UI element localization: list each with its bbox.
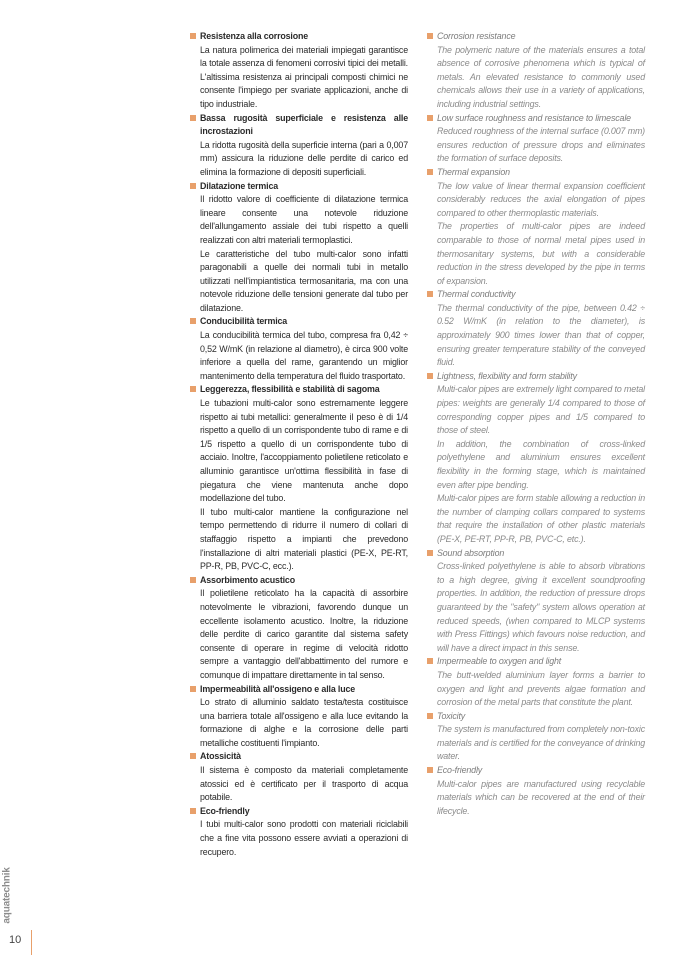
section-1 xyxy=(190,112,408,180)
square-bullet-icon xyxy=(427,115,433,121)
section-2 xyxy=(190,180,408,316)
section-title: Leggerezza, flessibilità e stabilità di sagoma xyxy=(190,383,408,397)
section-paragraph: I tubi multi-calor sono prodotti con materiali riciclabili che a fine vita possono essere avviati a operazioni di recupero. xyxy=(200,819,408,857)
square-bullet-icon xyxy=(427,713,433,719)
section-0 xyxy=(190,30,408,112)
square-bullet-icon xyxy=(427,291,433,297)
page-number: 10 xyxy=(9,934,22,946)
square-bullet-icon xyxy=(190,33,196,39)
square-bullet-icon xyxy=(427,33,433,39)
section-8 xyxy=(427,764,645,818)
section-title: Resistenza alla corrosione xyxy=(190,30,408,44)
section-5 xyxy=(190,574,408,683)
section-paragraph: Il tubo multi-calor mantiene la configurazione nel tempo permettendo di ridurre il numero di collari di staffaggio rispetto a impianti che prevedono l'installazione di altri materiali plastici (PE-X, PE-RT, PP-R, PB, PVC-C, ecc.). xyxy=(200,506,408,572)
section-title: Toxicity xyxy=(427,710,645,724)
square-bullet-icon xyxy=(190,753,196,759)
section-2 xyxy=(427,166,645,288)
english-column xyxy=(427,30,645,818)
section-paragraph: Multi-calor pipes are manufactured using recyclable materials which can be recovered at the end of their lifecycle. xyxy=(437,778,645,816)
section-4 xyxy=(427,370,645,547)
square-bullet-icon xyxy=(190,115,196,121)
section-title: Impermeabilità all'ossigeno e alla luce xyxy=(190,683,408,697)
section-paragraph: Il ridotto valore di coefficiente di dilatazione termica lineare consente una notevole riduzione dell'allungamento assiale dei tubi rispetto a quelli realizzati con altri materiali termoplastici. xyxy=(200,194,408,245)
section-title: Impermeable to oxygen and light xyxy=(427,655,645,669)
section-6 xyxy=(427,655,645,709)
section-title: Bassa rugosità superficiale e resistenza alle incrostazioni xyxy=(190,112,408,139)
square-bullet-icon xyxy=(427,767,433,773)
section-title: Conducibilità termica xyxy=(190,315,408,329)
section-1 xyxy=(427,112,645,166)
square-bullet-icon xyxy=(427,658,433,664)
section-8 xyxy=(190,805,408,859)
section-6 xyxy=(190,683,408,751)
section-title: Low surface roughness and resistance to limescale xyxy=(427,112,645,126)
section-title: Atossicità xyxy=(190,750,408,764)
section-title: Thermal conductivity xyxy=(427,288,645,302)
section-paragraph: Le tubazioni multi-calor sono estremamente leggere rispetto ai tubi metallici: generalmente il peso è di 1/4 rispetto a quello di un corrispondente tubo di rame e di 1/5 rispetto a quello di un corrispondente tubo di acciaio. Inoltre, l'accoppiamento polietilene reticolato e alluminio garantisce un'ottima flessibilità in fase di piegatura che viene mantenuta anche dopo modellazione del tubo. xyxy=(200,398,408,504)
section-paragraph: Le caratteristiche del tubo multi-calor sono infatti paragonabili a quelle dei normali tubi in metallo utilizzati nell'impiantistica termosanitaria, ma con una notevole riduzione delle tensioni generate dal tubo per dilatazione. xyxy=(200,248,408,313)
section-paragraph: The properties of multi-calor pipes are indeed comparable to those of normal metal pipes used in thermosanitary systems, but with a considerable reduction in the stress developed by the pipe in terms of expansion. xyxy=(437,221,645,286)
section-paragraph: Il sistema è composto da materiali completamente atossici ed è certificato per il trasporto di acqua potabile. xyxy=(200,765,408,803)
section-paragraph: The polymeric nature of the materials ensures a total absence of corrosive phenomena which is typical of metals. An elevated resistance to commonly used chemicals allows their use in a variety of applications, including industrial settings. xyxy=(437,44,645,109)
section-title: Assorbimento acustico xyxy=(190,574,408,588)
section-title: Lightness, flexibility and form stability xyxy=(427,370,645,384)
section-paragraph: Multi-calor pipes are extremely light compared to metal pipes: weights are generally 1/4 compared to those of corresponding copper pipes and 1/5 compared to those of steel. xyxy=(437,384,645,436)
section-paragraph: La conducibilità termica del tubo, compresa fra 0,42 ÷ 0,52 W/mK (in relazione al diametro), è circa 900 volte inferiore a quella del rame, garantendo un miglior mantenimento della temperatura del fluido trasportato. xyxy=(200,330,408,381)
section-paragraph: The low value of linear thermal expansion coefficient considerably reduces the axial elongation of pipes compared to other thermoplastic materials. xyxy=(437,180,645,218)
section-5 xyxy=(427,547,645,656)
section-7 xyxy=(190,750,408,804)
section-paragraph: The thermal conductivity of the pipe, between 0.42 ÷ 0.52 W/mK (in relation to the diameter), is approximately 900 times lower than that of copper, ensuring greater temperature stability of the conveyed fluid. xyxy=(437,302,645,368)
square-bullet-icon xyxy=(190,318,196,324)
square-bullet-icon xyxy=(190,183,196,189)
section-paragraph: Il polietilene reticolato ha la capacità di assorbire notevolmente le vibrazioni, favorendo dunque un eccellente isolamento acustico. Inoltre, la riduzione delle perdite di carico garantite dal sistema safety consente di operare in regime di velocità ridotto sempre a vantaggio dell'abbattimento del rumore e comunque di impattare direttamente in tal senso. xyxy=(200,588,408,680)
section-paragraph: The butt-welded aluminium layer forms a barrier to oxygen and light and prevents algae formation and corrosion of the metal parts that constitute the plant. xyxy=(437,669,645,708)
section-paragraph: La ridotta rugosità della superficie interna (pari a 0,007 mm) assicura la riduzione delle perdite di carico ed elimina la formazione di depositi superficiali. xyxy=(200,139,408,177)
square-bullet-icon xyxy=(190,386,196,392)
section-paragraph: Reduced roughness of the internal surface (0.007 mm) ensures reduction of pressure drops and eliminates the formation of surface deposits. xyxy=(437,126,645,164)
section-title: Sound absorption xyxy=(427,547,645,561)
brand-logo: aquatechnik xyxy=(1,867,13,924)
section-title: Corrosion resistance xyxy=(427,30,645,44)
square-bullet-icon xyxy=(427,550,433,556)
section-0 xyxy=(427,30,645,112)
section-7 xyxy=(427,710,645,764)
section-paragraph: The system is manufactured from completely non-toxic materials and is certified for the conveyance of drinking water. xyxy=(437,724,646,762)
square-bullet-icon xyxy=(427,169,433,175)
section-title: Thermal expansion xyxy=(427,166,645,180)
section-title: Eco-friendly xyxy=(190,805,408,819)
section-paragraph: Multi-calor pipes are form stable allowing a reduction in the number of clamping collars compared to systems that require the installation of other plastic materials (PE-X, PE-RT, PP-R, PB, PVC-C, etc.). xyxy=(437,493,646,544)
section-4 xyxy=(190,383,408,573)
square-bullet-icon xyxy=(190,577,196,583)
section-3 xyxy=(427,288,645,370)
square-bullet-icon xyxy=(190,686,196,692)
page-number-rule xyxy=(31,930,32,955)
section-paragraph: Lo strato di alluminio saldato testa/testa costituisce una barriera totale all'ossigeno e alla luce evitando la formazione di alghe e la corrosione delle parti metalliche costituenti l'impianto. xyxy=(200,697,408,748)
section-paragraph: La natura polimerica dei materiali impiegati garantisce la totale assenza di fenomeni corrosivi tipici dei metalli. L'altissima resistenza ai principali composti chimici ne consente l'impiego per svariate applicazioni, anche di tipo industriale. xyxy=(200,44,408,109)
section-paragraph: In addition, the combination of cross-linked polyethylene and aluminium ensures excellent flexibility in the forming stage, which is maintained even after pipe bending. xyxy=(437,438,645,490)
section-title: Dilatazione termica xyxy=(190,180,408,194)
section-3 xyxy=(190,315,408,383)
square-bullet-icon xyxy=(190,808,196,814)
section-paragraph: Cross-linked polyethylene is able to absorb vibrations to a high degree, giving it excellent soundproofing properties. In addition, the reduction of pressure drops guaranteed by the "safety" system allows operation at reduced speeds, (when compared to MLCP systems with Press Fittings) which favours noise reduction, and will have a direct impact in this sense. xyxy=(437,561,645,653)
section-title: Eco-friendly xyxy=(427,764,645,778)
italian-column xyxy=(190,30,408,859)
square-bullet-icon xyxy=(427,373,433,379)
